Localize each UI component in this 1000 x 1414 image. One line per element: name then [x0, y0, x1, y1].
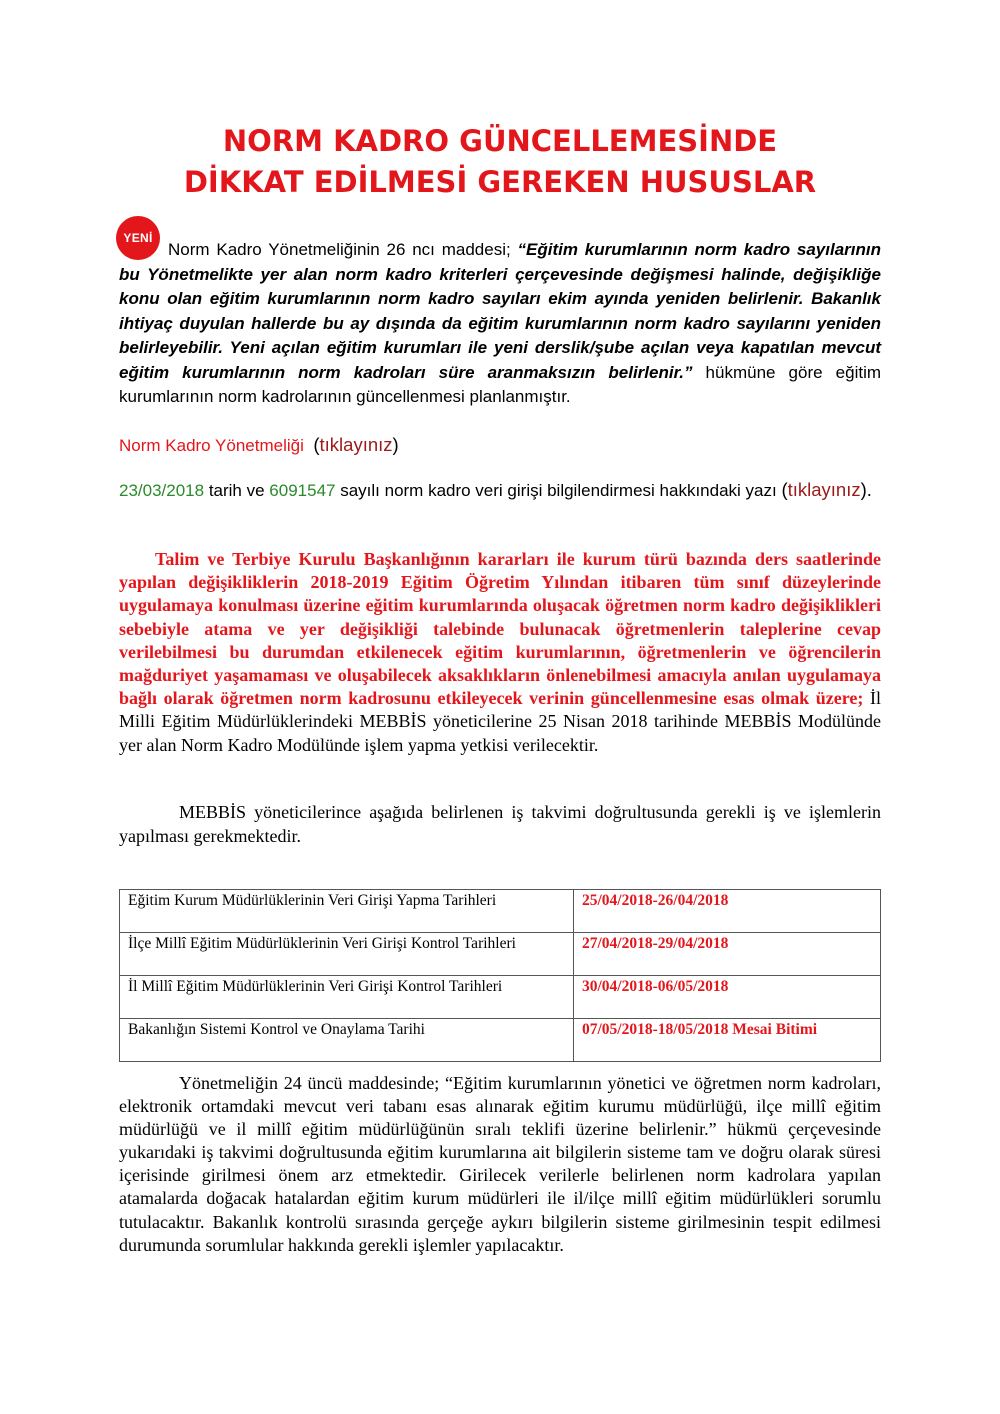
- page-title-line2: DİKKAT EDİLMESİ GEREKEN HUSUSLAR: [183, 165, 817, 199]
- table-row: [120, 1019, 881, 1062]
- table-row: [120, 890, 881, 933]
- mebbis-paragraph: MEBBİS yöneticilerince aşağıda belirlenen iş takvimi doğrultusunda gerekli iş ve işlemlerin yapılması gerekmektedir.: [119, 802, 881, 846]
- talim-paragraph: [119, 548, 881, 757]
- schedule-label: İl Millî Eğitim Müdürlüklerinin Veri Girişi Kontrol Tarihleri: [120, 976, 574, 1019]
- letter-mid2: sayılı norm kadro veri girişi bilgilendirmesi hakkındaki yazı: [335, 481, 782, 500]
- schedule-dates: 30/04/2018-06/05/2018: [574, 976, 881, 1019]
- table-row: [120, 976, 881, 1019]
- letter-mid1: tarih ve: [204, 481, 270, 500]
- talim-rest-text: İl Milli Eğitim Müdürlüklerindeki MEBBİS yöneticilerine 25 Nisan 2018 tarihinde MEBBİS Modülünde yer alan Norm Kadro Modülünde işlem yapma yetkisi verilecektir.: [119, 688, 881, 755]
- letter-link-line: [119, 477, 881, 504]
- talim-bold-text: Talim ve Terbiye Kurulu Başkanlığının kararları ile kurum türü bazında ders saatlerinde yapılan değişikliklerin 2018-2019 Eğitim Öğretim Yılından itibaren tüm sınıf düzeylerinde uygulamaya konulması üzerine eğitim kurumlarında oluşacak öğretmen norm kadro değişiklikleri sebebiyle atama ve yer değişikliği talebinde bulunacak öğretmenlerin taleplerine cevap verilebilmesi bu durumdan etkilenecek eğitim kurumlarının, öğretmenlerin ve öğrencilerin mağduriyet yaşamaması ve oluşabilecek aksaklıkların önlenebilmesi amacıyla anılan uygulamaya bağlı olarak öğretmen norm kadrosunu etkileyecek verinin güncellenmesine esas olmak üzere;: [119, 549, 881, 709]
- regulation-link-line: [119, 432, 881, 459]
- new-badge-icon: YENİ: [116, 216, 160, 260]
- regulation-link-label: Norm Kadro Yönetmeliği: [119, 436, 304, 455]
- intro-lead: Norm Kadro Yönetmeliğinin 26 ncı maddesi;: [168, 240, 518, 259]
- regulation-link-open: (: [313, 434, 320, 455]
- schedule-dates: 07/05/2018-18/05/2018 Mesai Bitimi: [574, 1019, 881, 1062]
- letter-number: 6091547: [269, 481, 336, 500]
- letter-link[interactable]: tıklayınız: [787, 479, 861, 500]
- table-row: [120, 933, 881, 976]
- page-title-line1: NORM KADRO GÜNCELLEMESİNDE: [222, 124, 778, 158]
- schedule-table: [119, 889, 881, 1062]
- intro-quote: “Eğitim kurumlarının norm kadro sayılarının bu Yönetmelikte yer alan norm kadro kriterleri çerçevesinde değişmesi halinde, değişikliğe konu olan eğitim kurumlarının norm kadro sayıları ekim ayında yeniden belirlenir. Bakanlık ihtiyaç duyulan hallerde bu ay dışında da eğitim kurumlarının norm kadro sayılarını yeniden belirleyebilir. Yeni açılan eğitim kurumları ile yeni derslik/şube açılan veya kapatılan mevcut eğitim kurumlarının norm kadroları süre aranmaksızın belirlenir.”: [119, 240, 881, 382]
- letter-link-close: ).: [860, 479, 872, 500]
- letter-date: 23/03/2018: [119, 481, 205, 500]
- schedule-label: Eğitim Kurum Müdürlüklerinin Veri Girişi Yapma Tarihleri: [120, 890, 574, 933]
- intro-tail: hükmüne göre eğitim kurumlarının norm kadrolarının güncellenmesi planlanmıştır.: [119, 362, 882, 406]
- letter-link-open: (: [781, 479, 788, 500]
- schedule-label: İlçe Millî Eğitim Müdürlüklerinin Veri Girişi Kontrol Tarihleri: [120, 933, 574, 976]
- schedule-dates: 27/04/2018-29/04/2018: [574, 933, 881, 976]
- schedule-dates: 25/04/2018-26/04/2018: [574, 890, 881, 933]
- schedule-label: Bakanlığın Sistemi Kontrol ve Onaylama Tarihi: [120, 1019, 574, 1062]
- regulation-link-close: ): [392, 434, 399, 455]
- final-paragraph: Yönetmeliğin 24 üncü maddesinde; “Eğitim kurumlarının yönetici ve öğretmen norm kadroları, elektronik ortamdaki mevcut veri tabanı esas alınarak eğitim kurumu müdürlüğü, ilçe millî eğitim müdürlüğü ve il millî eğitim müdürlüğünün sıralı teklifi üzerine belirlenir.” hükmü çerçevesinde yukarıdaki iş takvimi doğrultusunda eğitim kurumlarına ait bilgilerin sisteme tam ve doğru olarak süresi içerisinde girilmesi önem arz etmektedir. Girilecek verilerle belirlenen norm kadrolara yapılan atamalarda doğacak hatalardan eğitim kurum müdürleri ile il/ilçe millî eğitim müdürlükleri sorumlu tutulacaktır. Bakanlık kontrolü sırasında gerçeğe aykırı bilgilerin sisteme girilmesinin tespit edilmesi durumunda sorumlular hakkında gerekli işlemler yapılacaktır.: [119, 1073, 881, 1255]
- intro-paragraph: [119, 238, 881, 410]
- regulation-link[interactable]: tıklayınız: [319, 434, 393, 455]
